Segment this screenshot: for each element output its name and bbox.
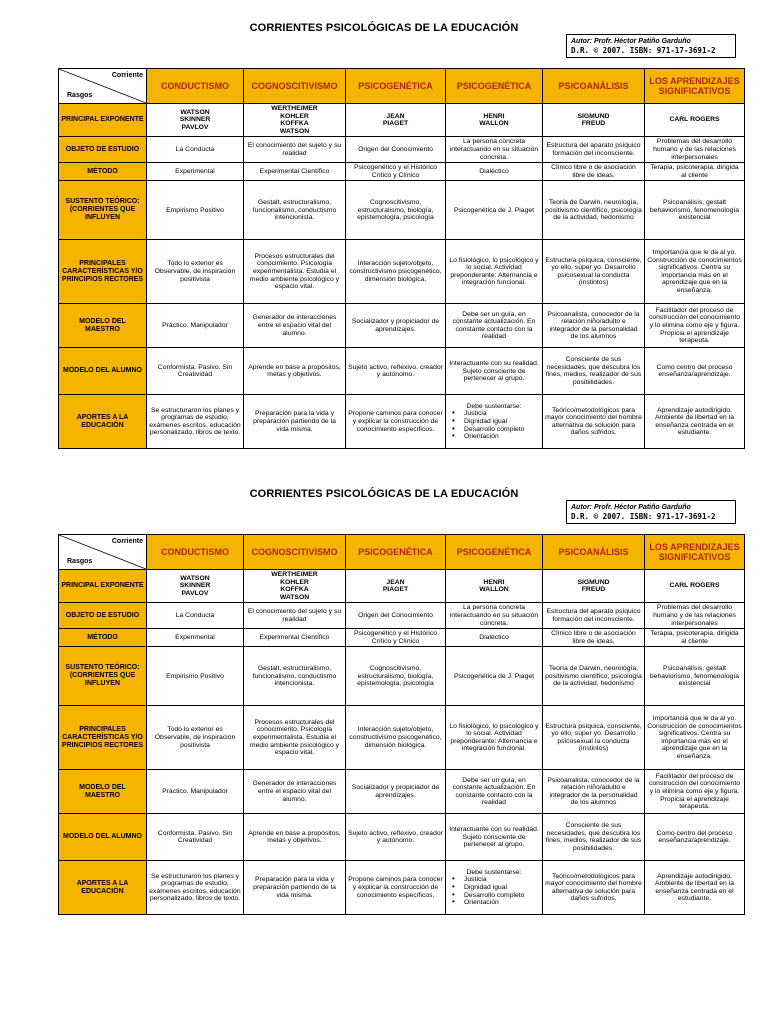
corner-label-rasgos: Rasgos [67, 92, 93, 100]
row-header: APORTES A LA EDUCACIÓN [59, 861, 147, 915]
table-cell: La persona concreta interactuando en su situación concreta. [446, 603, 543, 629]
table-cell: Clínico libre o de asociación libre de ideas. [543, 629, 645, 647]
table-cell: Consciente de sus necesidades, que descubra los fines, medios, realizador de sus posibilidades. [543, 348, 645, 395]
table-cell: Gestalt, estructuralismo, funcionalismo, conductismo intencionista. [244, 647, 346, 706]
table-cell: Psicoanalista, conocedor de la relación niño/adulto e integrador de la personalidad de los alumnos [543, 304, 645, 348]
table-cell: Experimental [147, 629, 244, 647]
list-item: • Justicia [450, 410, 540, 418]
column-header: COGNOSCITIVISMO [244, 69, 346, 104]
table-cell: HENRI WALLON [446, 570, 543, 603]
table-cell: Teoría de Darwin, neurología, positivismo científico, psicología de la actividad, hedonismo [543, 181, 645, 240]
table-cell: Se estructuraron los planes y programas de estudio, exámenes escritos, educación personalizado, libros de texto. [147, 861, 244, 915]
list-item: • Orientación [450, 899, 540, 907]
row-header: APORTES A LA EDUCACIÓN [59, 395, 147, 449]
corner-label-rasgos: Rasgos [67, 558, 93, 566]
table-cell: Debe ser un guía, en constante actualización. En constante contacto con la realidad [446, 770, 543, 814]
table-cell: Interacción sujeto/objeto, constructivismo psicogenético, dimensión biológica. [346, 240, 446, 304]
table-cell: HENRI WALLON [446, 104, 543, 137]
table-cell: Teórico/metodológicos para mayor conocimiento del hombre alternativa de solución para daños sufridos. [543, 395, 645, 449]
column-header: LOS APRENDIZAJES SIGNIFICATIVOS [645, 69, 745, 104]
table-cell: Socializador y propiciador de aprendizajes. [346, 304, 446, 348]
table-cell: SIGMUND FREUD [543, 104, 645, 137]
column-header: CONDUCTISMO [147, 69, 244, 104]
table-row [59, 706, 745, 770]
author-box [566, 34, 736, 58]
table-cell: El conocimiento del sujeto y su realidad [244, 137, 346, 163]
table-row [59, 163, 745, 181]
row-header: MODELO DEL ALUMNO [59, 348, 147, 395]
row-header: PRINCIPALES CARACTERÍSTICAS Y/O PRINCIPIOS RECTORES [59, 706, 147, 770]
page-title: CORRIENTES PSICOLÓGICAS DE LA EDUCACIÓN [249, 488, 519, 500]
corner-label-corriente: Corriente [111, 72, 143, 79]
table-cell: Debe ser un guía, en constante actualización. En constante contacto con la realidad [446, 304, 543, 348]
table-cell: Teoría de Darwin, neurología, positivismo científico, psicología de la actividad, hedonismo [543, 647, 645, 706]
list-item: • Orientación [450, 433, 540, 441]
table-cell: Psicogenético y el Histórico Crítico y Clínico [346, 629, 446, 647]
table-cell: Aprendizaje autodirigido. Ambiente de libertad en la enseñanza centrada en el estudiante. [645, 395, 745, 449]
table-cell: Todo lo exterior es Observable, de inspiración positivista [147, 240, 244, 304]
row-header: MÉTODO [59, 163, 147, 181]
table-row [59, 348, 745, 395]
table-cell: JEAN PIAGET [346, 570, 446, 603]
table-row [59, 137, 745, 163]
table-row [59, 181, 745, 240]
table-cell: Experimental Científico [244, 629, 346, 647]
table-cell: JEAN PIAGET [346, 104, 446, 137]
header-row [59, 69, 745, 104]
comparison-table [58, 534, 745, 915]
table-cell: Experimental [147, 163, 244, 181]
column-header: PSICOGENÉTICA [346, 535, 446, 570]
table-cell: El conocimiento del sujeto y su realidad [244, 603, 346, 629]
table-row [59, 603, 745, 629]
table-cell: Importancia que le da al yo. Construcción de conocimientos significativos. Centra su importancia más en el aprendizaje que en la enseñanza. [645, 240, 745, 304]
list-item: • Dignidad igual [450, 418, 540, 426]
column-header: PSICOGENÉTICA [346, 69, 446, 104]
table-cell: Como centro del proceso enseñanza/aprendizaje. [645, 348, 745, 395]
table-cell: Cognoscitivismo, estructuralismo, biología, epistemología, psicología [346, 647, 446, 706]
table-row [59, 629, 745, 647]
table-cell: Lo fisiológico, lo psicológico y lo social. Actividad preponderante: Alternancia e integración funcional. [446, 240, 543, 304]
table-cell: Clínico libre o de asociación libre de ideas. [543, 163, 645, 181]
table-cell [446, 395, 543, 449]
table-cell: Interactuante con su realidad. Sujeto consciente de pertenecer al grupo. [446, 814, 543, 861]
bullet-list [448, 876, 540, 906]
table-cell: La persona concreta interactuando en su situación concreta. [446, 137, 543, 163]
list-item: • Justicia [450, 876, 540, 884]
table-cell: Cognoscitivismo, estructuralismo, biología, epistemología, psicología [346, 181, 446, 240]
table-cell: Dialéctico [446, 163, 543, 181]
table-cell: Interactuante con su realidad. Sujeto consciente de pertenecer al grupo. [446, 348, 543, 395]
table-cell: Conformista. Pasivo. Sin Creatividad [147, 348, 244, 395]
author-name: Autor: Profr. Héctor Patiño Garduño [571, 38, 691, 45]
table-row [59, 770, 745, 814]
table-cell: Propone caminos para conocer y explicar la construcción de conocimiento específicos. [346, 861, 446, 915]
corner-cell [59, 535, 147, 570]
list-intro: Debe sustentarse: [466, 868, 522, 876]
table-cell: Dialéctico [446, 629, 543, 647]
table-cell: Psicogenética de J. Piaget [446, 647, 543, 706]
table-cell: Experimental Científico [244, 163, 346, 181]
row-header: MODELO DEL ALUMNO [59, 814, 147, 861]
table-row [59, 240, 745, 304]
table-cell: Procesos estructurales del conocimiento. Psicología experimentalista. Estudia el medio ambiente psicológico y espacio vital. [244, 240, 346, 304]
column-header: CONDUCTISMO [147, 535, 244, 570]
table-cell: Empirismo Positivo [147, 181, 244, 240]
table-cell: Facilitador del proceso de construcción del conocimiento y lo elimina como eje y figura. Propicia el aprendizaje terapeuta. [645, 304, 745, 348]
row-header: PRINCIPAL EXPONENTE [59, 104, 147, 137]
table-cell: WERTHEIMER KOHLER KOFFKA WATSON [244, 570, 346, 603]
table-cell: WATSON SKINNER PAVLOV [147, 570, 244, 603]
column-header: PSICOANÁLISIS [543, 69, 645, 104]
table-cell: Psicoanálisis, gestalt behaviorismo, fenomenología existencial [645, 181, 745, 240]
column-header: PSICOANÁLISIS [543, 535, 645, 570]
row-header: MÉTODO [59, 629, 147, 647]
page-title: CORRIENTES PSICOLÓGICAS DE LA EDUCACIÓN [249, 22, 519, 34]
list-intro: Debe sustentarse: [466, 402, 522, 410]
table-cell: Práctico. Manipulador [147, 770, 244, 814]
table-cell: Preparación para la vida y preparación partiendo de la vida misma. [244, 395, 346, 449]
author-name: Autor: Profr. Héctor Patiño Garduño [571, 504, 691, 511]
list-item: • Desarrollo completo [450, 892, 540, 900]
table-cell: Socializador y propiciador de aprendizajes. [346, 770, 446, 814]
table-cell: CARL ROGERS [645, 104, 745, 137]
table-cell: Estructura del aparato psíquico formación del inconsciente. [543, 603, 645, 629]
table-cell [446, 861, 543, 915]
table-cell: Gestalt, estructuralismo, funcionalismo, conductismo intencionista. [244, 181, 346, 240]
row-header: OBJETO DE ESTUDIO [59, 137, 147, 163]
header-row [59, 535, 745, 570]
table-cell: Aprende en base a propósitos, metas y objetivos. [244, 348, 346, 395]
column-header: PSICOGENÉTICA [446, 535, 543, 570]
table-cell: Psicoanálisis, gestalt behaviorismo, fenomenología existencial [645, 647, 745, 706]
table-cell: Sujeto activo, reflexivo, creador y autónomo. [346, 814, 446, 861]
table-cell: Teórico/metodológicos para mayor conocimiento del hombre alternativa de solución para daños sufridos. [543, 861, 645, 915]
column-header: COGNOSCITIVISMO [244, 535, 346, 570]
table-cell: WATSON SKINNER PAVLOV [147, 104, 244, 137]
table-cell: Sujeto activo, reflexivo, creador y autónomo. [346, 348, 446, 395]
table-cell: CARL ROGERS [645, 570, 745, 603]
table-cell: Conformista. Pasivo. Sin Creatividad [147, 814, 244, 861]
row-header: SUSTENTO TEÓRICO: (CORRIENTES QUE INFLUYEN [59, 181, 147, 240]
table-cell: Se estructuraron los planes y programas de estudio, exámenes escritos, educación personalizado, libros de texto. [147, 395, 244, 449]
table-cell: Empirismo Positivo [147, 647, 244, 706]
table-cell: Preparación para la vida y preparación partiendo de la vida misma. [244, 861, 346, 915]
table-cell: Aprende en base a propósitos, metas y objetivos. [244, 814, 346, 861]
table-cell: Psicoanalista, conocedor de la relación niño/adulto e integrador de la personalidad de los alumnos [543, 770, 645, 814]
author-rights: D.R. © 2007. ISBN: 971-17-3691-2 [571, 46, 716, 55]
table-cell: SIGMUND FREUD [543, 570, 645, 603]
corner-cell [59, 69, 147, 104]
table-cell: Como centro del proceso enseñanza/aprendizaje. [645, 814, 745, 861]
table-cell: Estructura psíquica, consciente, yo ello, súper yo. Desarrollo psicosexual la conducta (instintos) [543, 240, 645, 304]
table-cell: Generador de interacciones entre el espacio vital del alumno. [244, 770, 346, 814]
table-cell: Terapia, psicoterapia, dirigida al cliente [645, 629, 745, 647]
table-cell: La Conducta [147, 603, 244, 629]
table-cell: Problemas del desarrollo humano y de las relaciones interpersonales [645, 137, 745, 163]
table-cell: Lo fisiológico, lo psicológico y lo social. Actividad preponderante: Alternancia e integración funcional. [446, 706, 543, 770]
column-header: LOS APRENDIZAJES SIGNIFICATIVOS [645, 535, 745, 570]
table-cell: Estructura del aparato psíquico formación del inconsciente. [543, 137, 645, 163]
table-cell: Todo lo exterior es Observable, de inspiración positivista [147, 706, 244, 770]
table-cell: Aprendizaje autodirigido. Ambiente de libertad en la enseñanza centrada en el estudiante. [645, 861, 745, 915]
table-cell: Facilitador del proceso de construcción del conocimiento y lo elimina como eje y figura. Propicia el aprendizaje terapeuta. [645, 770, 745, 814]
list-item: • Desarrollo completo [450, 426, 540, 434]
row-header: OBJETO DE ESTUDIO [59, 603, 147, 629]
table-cell: Origen del Conocimiento [346, 603, 446, 629]
table-cell: Terapia, psicoterapia, dirigida al cliente [645, 163, 745, 181]
table-row [59, 304, 745, 348]
table-cell: Propone caminos para conocer y explicar la construcción de conocimiento específicos. [346, 395, 446, 449]
table-cell: Importancia que le da al yo. Construcción de conocimientos significativos. Centra su importancia más en el aprendizaje que en la enseñanza. [645, 706, 745, 770]
table-cell: Generador de interacciones entre el espacio vital del alumno. [244, 304, 346, 348]
table-cell: Consciente de sus necesidades, que descubra los fines, medios, realizador de sus posibilidades. [543, 814, 645, 861]
author-rights: D.R. © 2007. ISBN: 971-17-3691-2 [571, 512, 716, 521]
column-header: PSICOGENÉTICA [446, 69, 543, 104]
row-header: SUSTENTO TEÓRICO: (CORRIENTES QUE INFLUYEN [59, 647, 147, 706]
list-item: • Dignidad igual [450, 884, 540, 892]
table-row [59, 861, 745, 915]
table-cell: La Conducta [147, 137, 244, 163]
comparison-table [58, 68, 745, 449]
row-header: MODELO DEL MAESTRO [59, 770, 147, 814]
row-header: PRINCIPAL EXPONENTE [59, 570, 147, 603]
bullet-list [448, 410, 540, 440]
table-cell: Práctico. Manipulador [147, 304, 244, 348]
row-header: PRINCIPALES CARACTERÍSTICAS Y/O PRINCIPIOS RECTORES [59, 240, 147, 304]
table-cell: Psicogenético y el Histórico Crítico y Clínico [346, 163, 446, 181]
table-cell: Origen del Conocimiento [346, 137, 446, 163]
corner-label-corriente: Corriente [111, 538, 143, 545]
table-cell: Problemas del desarrollo humano y de las relaciones interpersonales [645, 603, 745, 629]
table-row [59, 395, 745, 449]
table-row [59, 104, 745, 137]
row-header: MODELO DEL MAESTRO [59, 304, 147, 348]
table-cell: Procesos estructurales del conocimiento. Psicología experimentalista. Estudia el medio ambiente psicológico y espacio vital. [244, 706, 346, 770]
author-box [566, 500, 736, 524]
table-cell: Interacción sujeto/objeto, constructivismo psicogenético, dimensión biológica. [346, 706, 446, 770]
table-cell: Psicogenética de J. Piaget [446, 181, 543, 240]
table-cell: WERTHEIMER KOHLER KOFFKA WATSON [244, 104, 346, 137]
table-row [59, 570, 745, 603]
table-row [59, 814, 745, 861]
table-row [59, 647, 745, 706]
table-cell: Estructura psíquica, consciente, yo ello, súper yo. Desarrollo psicosexual la conducta (instintos) [543, 706, 645, 770]
